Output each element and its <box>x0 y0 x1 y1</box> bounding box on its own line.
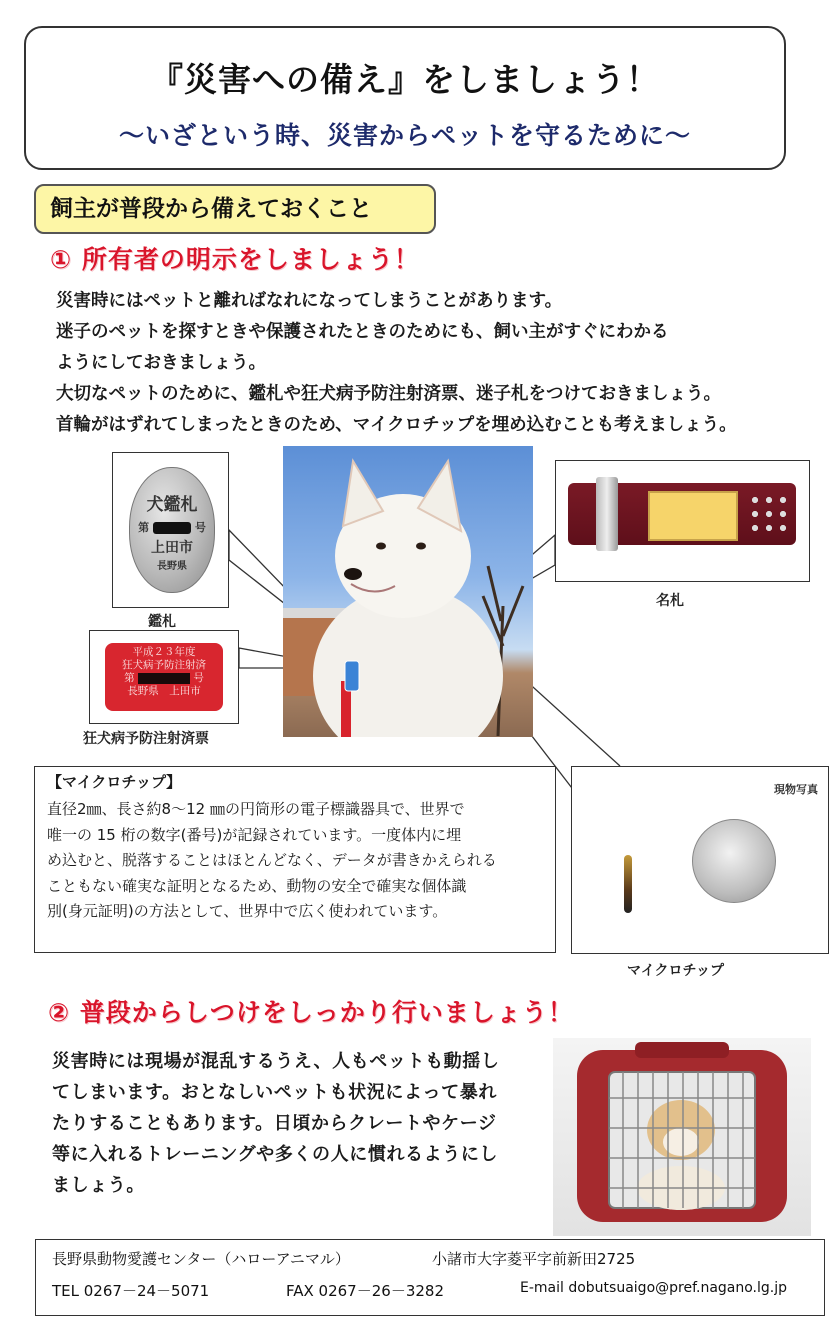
dog-photo <box>283 446 533 737</box>
rabies-caption: 狂犬病予防注射済票 <box>83 731 209 747</box>
kansatsu-line3: 上田市 <box>151 540 193 556</box>
kansatsu-number-row <box>130 519 214 535</box>
section1-line: 迷子のペットを探すときや保護されたときのためにも、飼い主がすぐにわかる <box>56 322 669 342</box>
kansatsu-caption: 鑑札 <box>148 614 176 630</box>
rabies-line4: 長野県 上田市 <box>127 685 201 697</box>
rabies-line2: 狂犬病予防注射済 <box>122 659 206 671</box>
crate-handle <box>635 1042 729 1058</box>
dog-eye-right <box>416 543 426 550</box>
section2-heading: ② 普段からしつけをしっかり行いましょう！ <box>48 998 574 1027</box>
footer <box>35 1239 825 1316</box>
microchip-line: 唯一の 15 桁の数字(番号)が記録されています。一度体内に埋 <box>47 825 462 844</box>
section2-paragraph <box>52 1046 499 1201</box>
dog-tag <box>345 661 359 691</box>
microchip-photo-caption: マイクロチップ <box>627 963 725 979</box>
footer-org: 長野県動物愛護センター（ハローアニマル） <box>52 1250 350 1268</box>
crate-illustration <box>553 1038 811 1236</box>
nametag-plate <box>648 491 738 541</box>
collar-buckle <box>596 477 618 551</box>
page-title: 『災害への備え』をしましょう！ <box>150 60 660 99</box>
rabies-line3-right: 号 <box>193 672 204 684</box>
collar <box>568 483 796 545</box>
microchip-photo <box>571 766 829 954</box>
kansatsu-tag <box>129 467 215 593</box>
kansatsu-line2-left: 第 <box>138 521 150 534</box>
section1-heading: ① 所有者の明示をしましょう！ <box>50 245 420 274</box>
chip-photo-label: 現物写真 <box>774 783 818 796</box>
microchip-line: 別(身元証明)の方法として、世界中で広く使われています。 <box>47 902 448 920</box>
microchip-text <box>47 797 497 925</box>
rabies-line3-left: 第 <box>124 672 135 684</box>
coin-icon <box>692 819 776 903</box>
crate-photo <box>553 1038 811 1236</box>
rabies-line1: 平成２３年度 <box>132 646 196 658</box>
footer-email: E-mail dobutsuaigo@pref.nagano.lg.jp <box>520 1280 788 1296</box>
kansatsu-line2-right: 号 <box>194 521 206 534</box>
microchip-line: こともない確実な証明となるため、動物の安全で確実な個体識 <box>47 876 467 895</box>
section2-line: 等に入れるトレーニングや多くの人に慣れるようにし <box>52 1144 499 1165</box>
rabies-tag <box>105 643 223 711</box>
microchip-capsule <box>624 855 632 913</box>
section-label: 飼主が普段から備えておくこと <box>34 184 436 234</box>
page-subtitle: ～いざという時、災害からペットを守るために～ <box>118 121 691 150</box>
footer-fax: FAX 0267－26－3282 <box>286 1282 444 1300</box>
footer-address: 小諸市大字菱平字前新田2725 <box>432 1250 636 1268</box>
section2-line: てしまいます。おとなしいペットも状況によって暴れ <box>52 1082 497 1103</box>
kansatsu-redacted <box>153 522 191 534</box>
kansatsu-photo <box>112 452 229 608</box>
rabies-number-row <box>105 672 223 685</box>
section1-line: 大切なペットのために、鑑札や狂犬病予防注射済票、迷子札をつけておきましょう。 <box>56 384 721 404</box>
dog-eye-left <box>376 543 386 550</box>
dog-nose <box>344 568 362 580</box>
section1-line: 災害時にはペットと離ればなれになってしまうことがあります。 <box>56 291 563 311</box>
footer-tel: TEL 0267－24－5071 <box>52 1282 210 1300</box>
section1-line: 首輪がはずれてしまったときのため、マイクロチップを埋め込むことも考えましょう。 <box>56 415 737 435</box>
rabies-tag-photo <box>89 630 239 724</box>
microchip-line: め込むと、脱落することはほとんどなく、データが書きかえられる <box>47 851 497 869</box>
section2-line: ましょう。 <box>52 1175 145 1196</box>
dog-illustration <box>283 446 533 737</box>
microchip-title: 【マイクロチップ】 <box>47 773 182 791</box>
section2-line: たりすることもあります。日頃からクレートやケージ <box>52 1113 497 1134</box>
kansatsu-line4: 長野県 <box>157 561 187 572</box>
rabies-redacted <box>138 673 190 684</box>
nametag-caption: 名札 <box>656 593 684 609</box>
section2-line: 災害時には現場が混乱するうえ、人もペットも動揺し <box>52 1051 500 1072</box>
microchip-line: 直径2㎜、長さ約8～12 ㎜の円筒形の電子標識器具で、世界で <box>47 800 465 818</box>
collar-studs <box>748 493 788 535</box>
nametag-photo <box>555 460 810 582</box>
kansatsu-line1: 犬鑑札 <box>146 495 198 515</box>
section1-line: ようにしておきましょう。 <box>56 353 266 373</box>
microchip-box <box>34 766 556 953</box>
